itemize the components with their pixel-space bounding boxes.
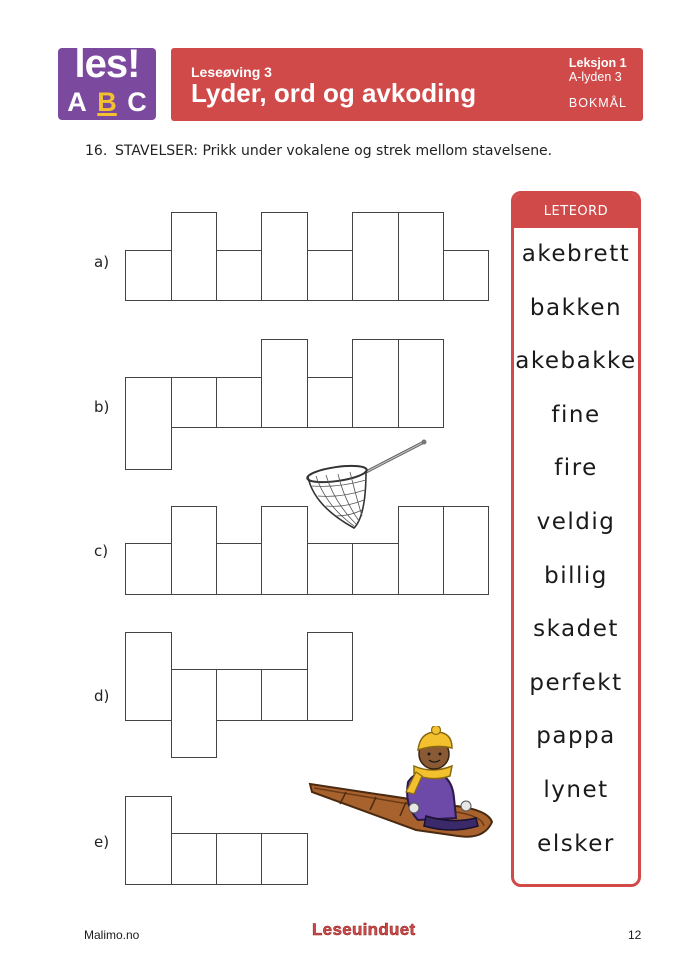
letter-box[interactable] bbox=[443, 250, 489, 301]
logo-letter-a: A bbox=[67, 87, 87, 117]
letter-box[interactable] bbox=[171, 833, 217, 885]
letter-box[interactable] bbox=[216, 377, 262, 428]
letter-box[interactable] bbox=[171, 506, 217, 595]
letter-box[interactable] bbox=[216, 669, 262, 721]
lesson-number: Leksjon 1 bbox=[568, 56, 627, 70]
letter-box[interactable] bbox=[261, 669, 308, 721]
page-number: 12 bbox=[628, 928, 642, 942]
leseuinduet-logo: Leseuinduet bbox=[312, 920, 416, 939]
page-title: Lyder, ord og avkoding bbox=[191, 78, 477, 108]
word-item: elsker bbox=[537, 830, 615, 857]
letter-box[interactable] bbox=[125, 543, 172, 595]
task-number: 16. bbox=[85, 143, 108, 159]
header-subtitle: Leseøving 3 bbox=[191, 64, 272, 80]
word-item: veldig bbox=[536, 508, 616, 535]
question-label-a: a) bbox=[94, 253, 110, 271]
question-label-b: b) bbox=[94, 398, 110, 416]
letter-box[interactable] bbox=[443, 506, 489, 595]
letter-box[interactable] bbox=[352, 212, 399, 301]
letter-box[interactable] bbox=[307, 543, 353, 595]
word-item: billig bbox=[544, 562, 608, 589]
letter-box[interactable] bbox=[125, 250, 172, 301]
question-label-c: c) bbox=[94, 542, 109, 560]
word-item: perfekt bbox=[529, 669, 623, 696]
letter-box[interactable] bbox=[398, 212, 444, 301]
butterfly-net-icon bbox=[304, 436, 430, 532]
word-item: lynet bbox=[543, 776, 609, 803]
logo-les-text: les! bbox=[74, 48, 140, 86]
word-list bbox=[514, 228, 638, 871]
word-item: akebrett bbox=[521, 241, 631, 267]
word-item: fire bbox=[554, 455, 598, 482]
letter-box[interactable] bbox=[261, 833, 308, 885]
letter-box[interactable] bbox=[216, 833, 262, 885]
child-on-sled-icon bbox=[306, 726, 496, 844]
letter-box[interactable] bbox=[261, 212, 308, 301]
word-item: skadet bbox=[533, 616, 619, 643]
letter-box[interactable] bbox=[307, 250, 353, 301]
letter-box[interactable] bbox=[125, 796, 172, 885]
lesson-sound: A-lyden 3 bbox=[568, 70, 622, 84]
letter-box[interactable] bbox=[307, 632, 353, 721]
question-label-d: d) bbox=[94, 687, 110, 705]
word-item: fine bbox=[551, 401, 601, 428]
letter-box[interactable] bbox=[125, 377, 172, 470]
letter-box[interactable] bbox=[352, 339, 399, 428]
letter-box[interactable] bbox=[216, 543, 262, 595]
letter-box[interactable] bbox=[125, 632, 172, 721]
letter-box[interactable] bbox=[352, 543, 399, 595]
letter-box[interactable] bbox=[171, 669, 217, 758]
word-item: bakken bbox=[529, 294, 623, 321]
task-text: STAVELSER: Prikk under vokalene og strek mellom stavelsene. bbox=[115, 143, 553, 159]
letter-box[interactable] bbox=[171, 377, 217, 428]
language-label: BOKMÅL bbox=[568, 96, 627, 110]
letter-box[interactable] bbox=[216, 250, 262, 301]
letter-box[interactable] bbox=[307, 377, 353, 428]
letter-box[interactable] bbox=[261, 506, 308, 595]
logo-letter-b: B bbox=[97, 87, 117, 117]
letter-box[interactable] bbox=[398, 339, 444, 428]
word-list-panel bbox=[511, 191, 641, 887]
letter-box[interactable] bbox=[171, 212, 217, 301]
question-label-e: e) bbox=[94, 833, 110, 851]
word-list-heading: LETEORD bbox=[514, 194, 638, 228]
word-item: pappa bbox=[536, 723, 616, 750]
logo-letter-c: C bbox=[127, 87, 147, 117]
footer-site-link[interactable]: Malimo.no bbox=[84, 928, 140, 942]
word-item: akebakke bbox=[515, 348, 637, 375]
letter-box[interactable] bbox=[261, 339, 308, 428]
